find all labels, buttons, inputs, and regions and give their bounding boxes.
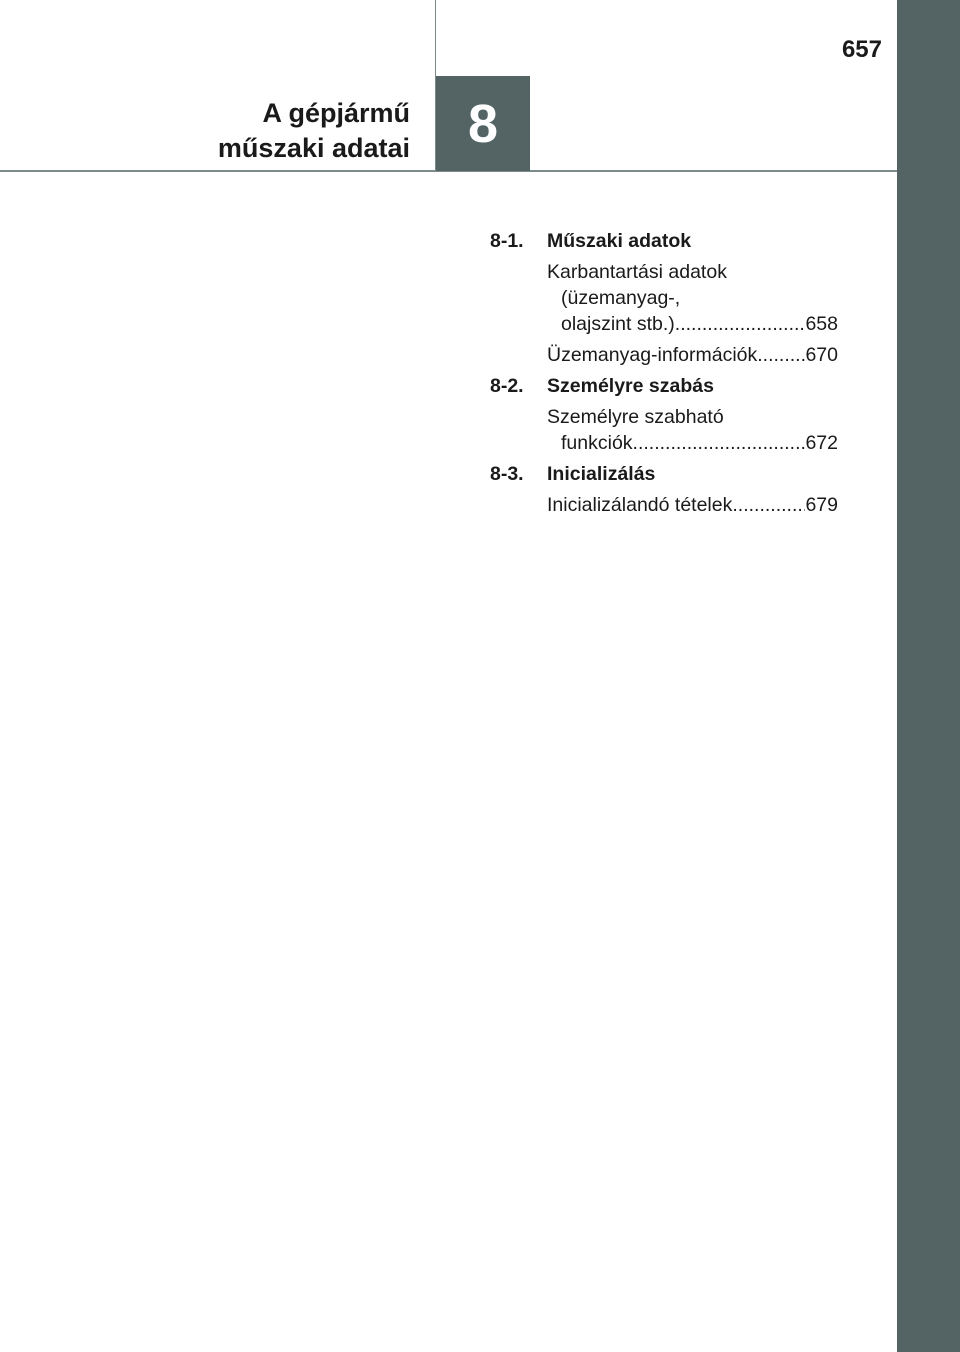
toc-entry-page: 679 xyxy=(805,494,838,516)
toc-entry-last-line xyxy=(547,311,838,337)
toc-leader-dots xyxy=(633,430,806,456)
chapter-title xyxy=(218,96,410,166)
chapter-number: 8 xyxy=(467,93,499,154)
toc-leader-dots xyxy=(732,492,805,518)
toc-section-number: 8-1. xyxy=(490,230,524,252)
toc-section-heading[interactable] xyxy=(490,461,838,487)
table-of-contents xyxy=(490,228,838,523)
toc-leader-dots xyxy=(675,311,806,337)
toc-section-heading[interactable] xyxy=(490,373,838,399)
toc-entry-last-line xyxy=(547,492,838,518)
toc-entry-line: Karbantartási adatok xyxy=(547,261,727,283)
chapter-side-tab xyxy=(897,0,960,1352)
toc-section xyxy=(490,373,838,456)
toc-entry-line: Személyre szabható xyxy=(547,406,724,428)
toc-entry-text: Üzemanyag-információk xyxy=(547,344,758,366)
toc-entry-last-line xyxy=(547,342,838,368)
toc-section-title: Inicializálás xyxy=(547,463,656,485)
toc-section xyxy=(490,228,838,368)
toc-entry-page: 670 xyxy=(805,344,838,366)
toc-entry[interactable] xyxy=(547,492,838,518)
chapter-number-box xyxy=(436,76,530,171)
toc-section xyxy=(490,461,838,518)
toc-section-heading[interactable] xyxy=(490,228,838,254)
toc-entry-line: (üzemanyag-, xyxy=(561,287,681,309)
toc-entry[interactable] xyxy=(547,342,838,368)
toc-entry-last-line xyxy=(547,430,838,456)
toc-section-number: 8-3. xyxy=(490,463,524,485)
toc-entry-text: funkciók xyxy=(561,432,633,454)
chapter-title-line: A gépjármű xyxy=(262,98,410,128)
toc-section-title: Műszaki adatok xyxy=(547,230,692,252)
toc-entry-page: 658 xyxy=(805,313,838,335)
toc-leader-dots xyxy=(757,342,805,368)
toc-entry-page: 672 xyxy=(805,432,838,454)
toc-section-title: Személyre szabás xyxy=(547,375,714,397)
toc-entry[interactable] xyxy=(547,404,838,456)
toc-entry-text: Inicializálandó tételek xyxy=(547,494,733,516)
toc-entry[interactable] xyxy=(547,259,838,337)
page-number: 657 xyxy=(841,36,882,63)
toc-section-number: 8-2. xyxy=(490,375,524,397)
toc-entry-text: olajszint stb.) xyxy=(561,313,675,335)
chapter-title-line: műszaki adatai xyxy=(217,133,410,163)
